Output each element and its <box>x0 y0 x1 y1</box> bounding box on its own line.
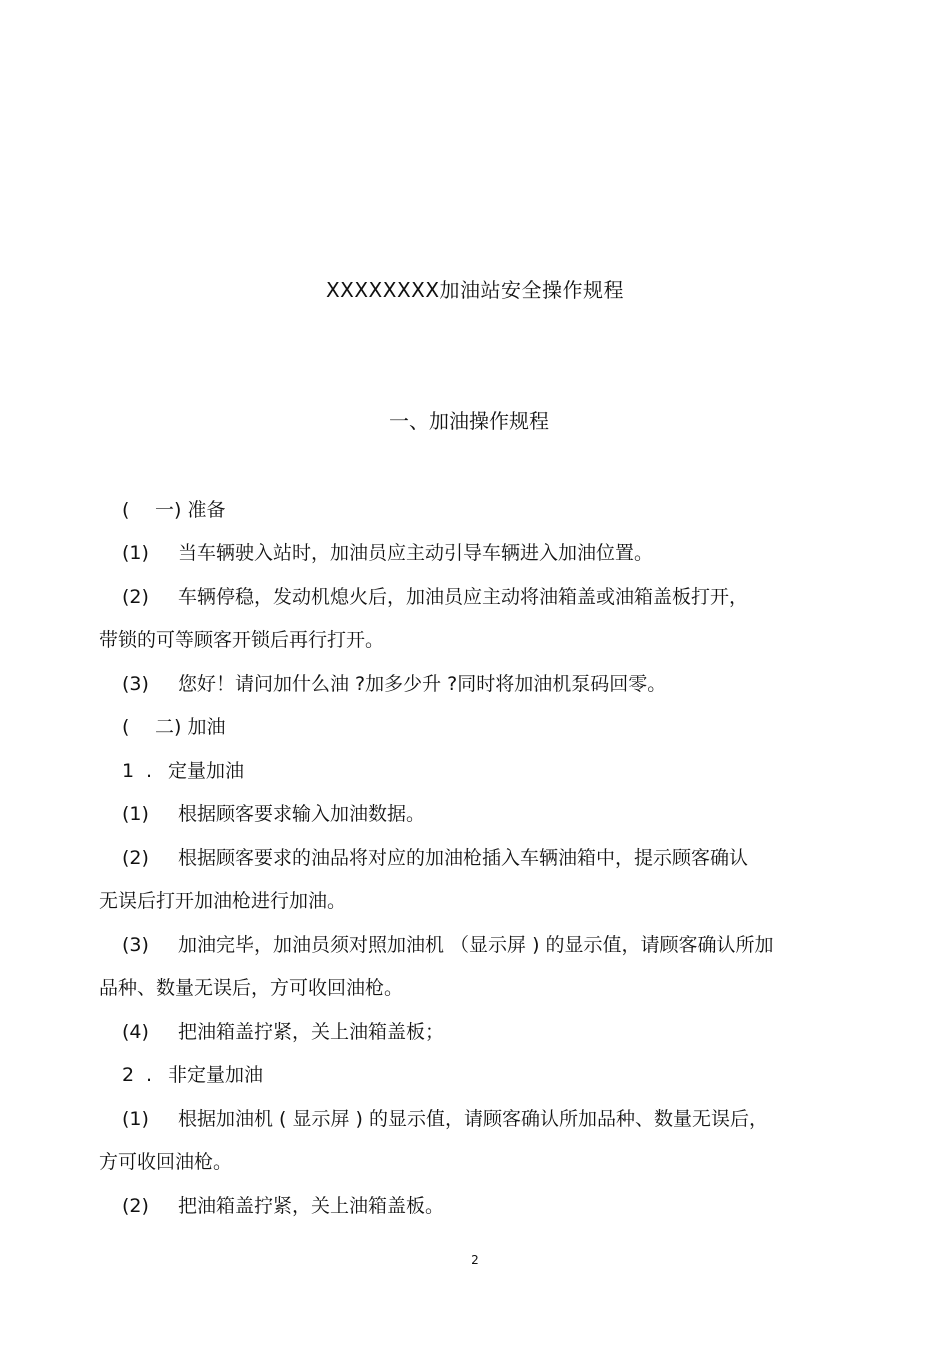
item-number: (2) <box>122 847 149 869</box>
step-fixed-heading <box>122 758 244 784</box>
step-dot: . <box>146 1064 153 1086</box>
item-text: 根据加油机 ( 显示屏 ) 的显示值，请顾客确认所加品种、数量无误后， <box>178 1108 768 1130</box>
section-heading: 一、加油操作规程 <box>389 409 549 433</box>
subsection-prep-heading <box>122 497 225 523</box>
list-item <box>122 540 653 566</box>
item-number: (3) <box>122 934 149 956</box>
step-number: 1 <box>122 760 135 782</box>
item-number: (3) <box>122 673 149 695</box>
list-item <box>122 1019 444 1045</box>
item-number: (2) <box>122 586 149 608</box>
item-continuation: 无误后打开加油枪进行加油。 <box>99 890 347 912</box>
item-continuation: 方可收回油枪。 <box>99 1151 233 1173</box>
subsection-paren: ( <box>122 716 130 738</box>
item-number: (2) <box>122 1195 149 1217</box>
subsection-fuel-heading <box>122 714 225 740</box>
step-label: 定量加油 <box>168 760 245 782</box>
item-number: (1) <box>122 542 149 564</box>
subsection-label: 一) 准备 <box>155 499 226 521</box>
item-number: (1) <box>122 1108 149 1130</box>
step-nonfixed-heading <box>122 1062 263 1088</box>
subsection-label: 二) 加油 <box>155 716 226 738</box>
document-title: XXXXXXXX加油站安全操作规程 <box>325 278 625 302</box>
item-text: 把油箱盖拧紧，关上油箱盖板； <box>178 1021 445 1043</box>
item-text: 把油箱盖拧紧，关上油箱盖板。 <box>178 1195 445 1217</box>
item-text: 加油完毕，加油员须对照加油机 （显示屏 ) 的显示值，请顾客确认所加 <box>178 934 774 956</box>
list-item <box>122 584 748 610</box>
item-continuation: 带锁的可等顾客开锁后再行打开。 <box>99 629 385 651</box>
list-item <box>122 845 748 871</box>
step-dot: . <box>146 760 153 782</box>
item-text: 车辆停稳，发动机熄火后，加油员应主动将油箱盖或油箱盖板打开， <box>178 586 749 608</box>
list-item <box>122 932 774 958</box>
item-text: 当车辆驶入站时，加油员应主动引导车辆进入加油位置。 <box>178 542 654 564</box>
list-item <box>122 1106 768 1132</box>
list-item <box>122 1193 444 1219</box>
step-label: 非定量加油 <box>168 1064 264 1086</box>
step-number: 2 <box>122 1064 135 1086</box>
item-text: 根据顾客要求的油品将对应的加油枪插入车辆油箱中，提示顾客确认 <box>178 847 749 869</box>
item-text: 根据顾客要求输入加油数据。 <box>178 803 426 825</box>
page-number: 2 <box>471 1253 479 1267</box>
item-number: (1) <box>122 803 149 825</box>
list-item <box>122 671 666 697</box>
item-text: 您好！请问加什么油 ?加多少升 ?同时将加油机泵码回零。 <box>178 673 667 695</box>
subsection-paren: ( <box>122 499 130 521</box>
item-number: (4) <box>122 1021 149 1043</box>
item-continuation: 品种、数量无误后，方可收回油枪。 <box>99 977 404 999</box>
list-item <box>122 801 425 827</box>
